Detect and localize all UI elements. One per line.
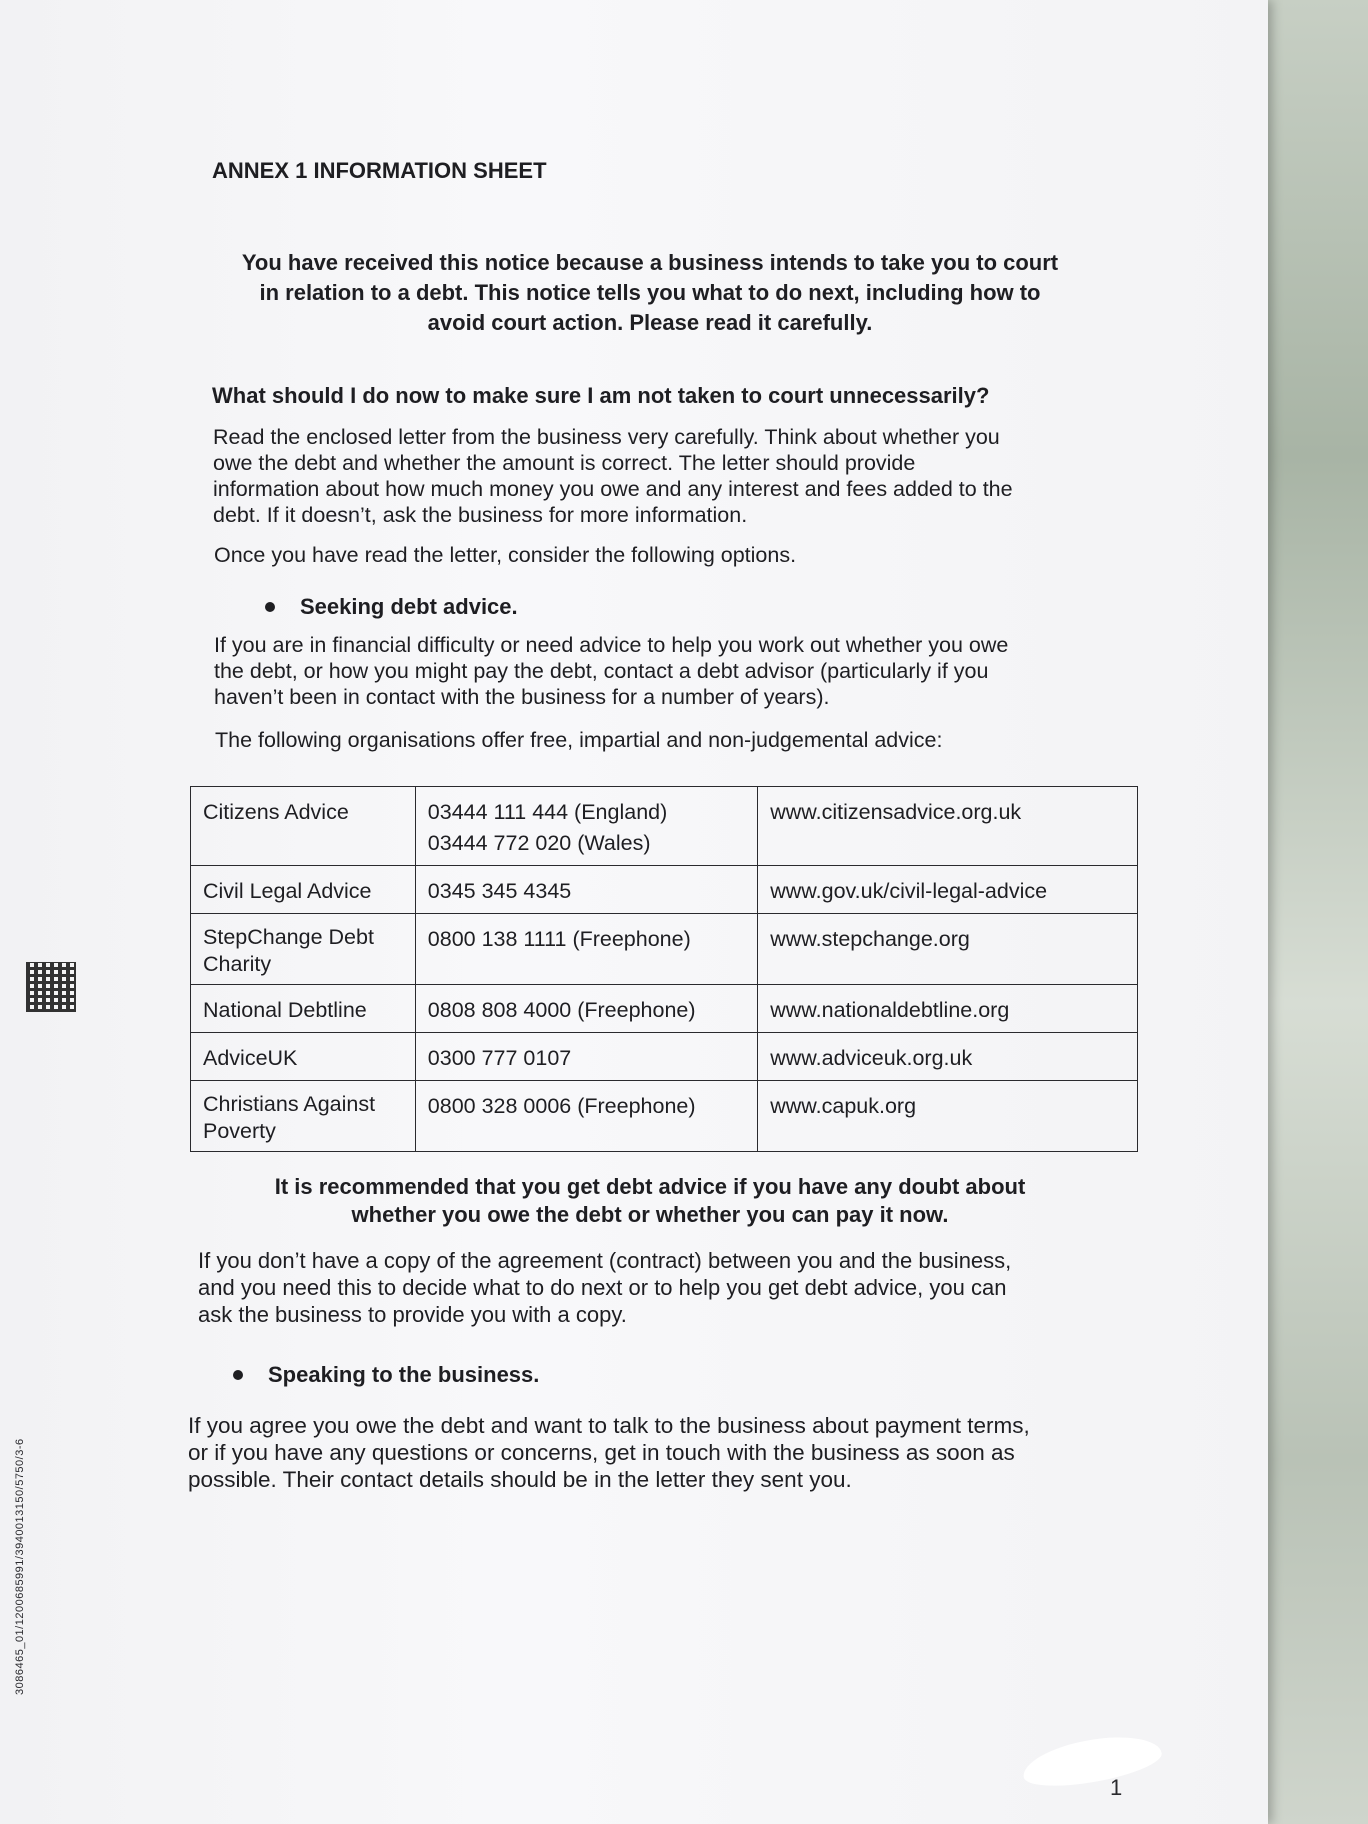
paragraph-line: If you don’t have a copy of the agreement (contract) between you and the business, bbox=[198, 1248, 1012, 1273]
org-name: StepChange Debt Charity bbox=[191, 914, 416, 985]
table-row bbox=[191, 1081, 1138, 1152]
paragraph-line: ask the business to provide you with a copy. bbox=[198, 1302, 627, 1327]
recommendation-line: whether you owe the debt or whether you can pay it now. bbox=[351, 1202, 949, 1227]
org-website: www.citizensadvice.org.uk bbox=[758, 787, 1138, 866]
table-row bbox=[191, 787, 1138, 866]
paragraph-line: Read the enclosed letter from the business very carefully. Think about whether you bbox=[213, 425, 1000, 449]
table-row bbox=[191, 914, 1138, 985]
paragraph-line: haven’t been in contact with the business for a number of years). bbox=[214, 685, 830, 709]
paragraph-line: information about how much money you owe and any interest and fees added to the bbox=[213, 477, 1013, 501]
org-name: Citizens Advice bbox=[191, 787, 416, 866]
bullet-dot-icon bbox=[233, 1370, 243, 1380]
agreement-paragraph bbox=[198, 1247, 1158, 1328]
side-reference-code: 3086465_01/1200685991/3940013150/5750/3-6 bbox=[14, 1438, 26, 1695]
org-website: www.gov.uk/civil-legal-advice bbox=[758, 866, 1138, 914]
org-phone bbox=[415, 914, 757, 985]
bullet-label: Seeking debt advice. bbox=[300, 594, 518, 619]
org-name: Christians Against Poverty bbox=[191, 1081, 416, 1152]
org-name: AdviceUK bbox=[191, 1033, 416, 1081]
organisations-intro: The following organisations offer free, impartial and non-judgemental advice: bbox=[215, 728, 943, 752]
org-phone bbox=[415, 1081, 757, 1152]
phone-line: 03444 111 444 (England) bbox=[427, 800, 668, 824]
options-sentence: Once you have read the letter, consider the following options. bbox=[214, 543, 797, 567]
phone-line: 03444 772 020 (Wales) bbox=[427, 831, 651, 855]
table-row bbox=[191, 1033, 1138, 1081]
paragraph-line: If you agree you owe the debt and want to talk to the business about payment terms, bbox=[188, 1413, 1030, 1438]
business-contact-paragraph bbox=[188, 1412, 1168, 1493]
paragraph-line: If you are in financial difficulty or need advice to help you work out whether you owe bbox=[214, 633, 1009, 657]
annex-title: ANNEX 1 INFORMATION SHEET bbox=[212, 158, 547, 183]
org-website: www.nationaldebtline.org bbox=[758, 985, 1138, 1033]
bullet-dot-icon bbox=[265, 602, 275, 612]
recommendation-line: It is recommended that you get debt advice if you have any doubt about bbox=[274, 1174, 1026, 1199]
table-row bbox=[191, 866, 1138, 914]
paragraph-line: and you need this to decide what to do next or to help you get debt advice, you can bbox=[198, 1275, 1007, 1300]
notice-line: You have received this notice because a business intends to take you to court bbox=[241, 250, 1059, 275]
org-phone bbox=[415, 787, 757, 866]
notice-statement bbox=[200, 248, 1100, 338]
phone-line: 0345 345 4345 bbox=[427, 879, 572, 903]
org-website: www.stepchange.org bbox=[758, 914, 1138, 985]
phone-line: 0300 777 0107 bbox=[427, 1046, 572, 1070]
paragraph-line: or if you have any questions or concerns, get in touch with the business as soon as bbox=[188, 1440, 1015, 1465]
paragraph-line: the debt, or how you might pay the debt, contact a debt advisor (particularly if you bbox=[214, 659, 989, 683]
bullet-label: Speaking to the business. bbox=[268, 1362, 540, 1387]
paragraph-line: debt. If it doesn’t, ask the business for more information. bbox=[213, 503, 748, 527]
bullet-speaking-to-business bbox=[233, 1362, 539, 1388]
phone-line: 0808 808 4000 (Freephone) bbox=[427, 998, 696, 1022]
section-heading: What should I do now to make sure I am not taken to court unnecessarily? bbox=[212, 383, 990, 408]
org-name: Civil Legal Advice bbox=[191, 866, 416, 914]
intro-paragraph bbox=[213, 424, 1113, 528]
org-website: www.adviceuk.org.uk bbox=[758, 1033, 1138, 1081]
notice-line: in relation to a debt. This notice tells you what to do next, including how to bbox=[259, 280, 1041, 305]
paragraph-line: owe the debt and whether the amount is correct. The letter should provide bbox=[213, 451, 916, 475]
redaction-mark bbox=[1019, 1728, 1164, 1794]
org-phone bbox=[415, 985, 757, 1033]
org-website: www.capuk.org bbox=[758, 1081, 1138, 1152]
recommendation-statement bbox=[210, 1173, 1090, 1229]
datamatrix-barcode-icon bbox=[26, 962, 76, 1012]
phone-line: 0800 138 1111 (Freephone) bbox=[427, 927, 691, 951]
organisations-table bbox=[190, 786, 1138, 1152]
debt-advice-paragraph bbox=[214, 632, 1114, 710]
paragraph-line: possible. Their contact details should be in the letter they sent you. bbox=[188, 1467, 852, 1492]
phone-line: 0800 328 0006 (Freephone) bbox=[427, 1094, 696, 1118]
org-phone bbox=[415, 866, 757, 914]
notice-line: avoid court action. Please read it carefully. bbox=[427, 310, 873, 335]
table-row bbox=[191, 985, 1138, 1033]
bullet-seeking-advice bbox=[265, 594, 518, 620]
page-number: 1 bbox=[1110, 1775, 1123, 1800]
org-phone bbox=[415, 1033, 757, 1081]
org-name: National Debtline bbox=[191, 985, 416, 1033]
